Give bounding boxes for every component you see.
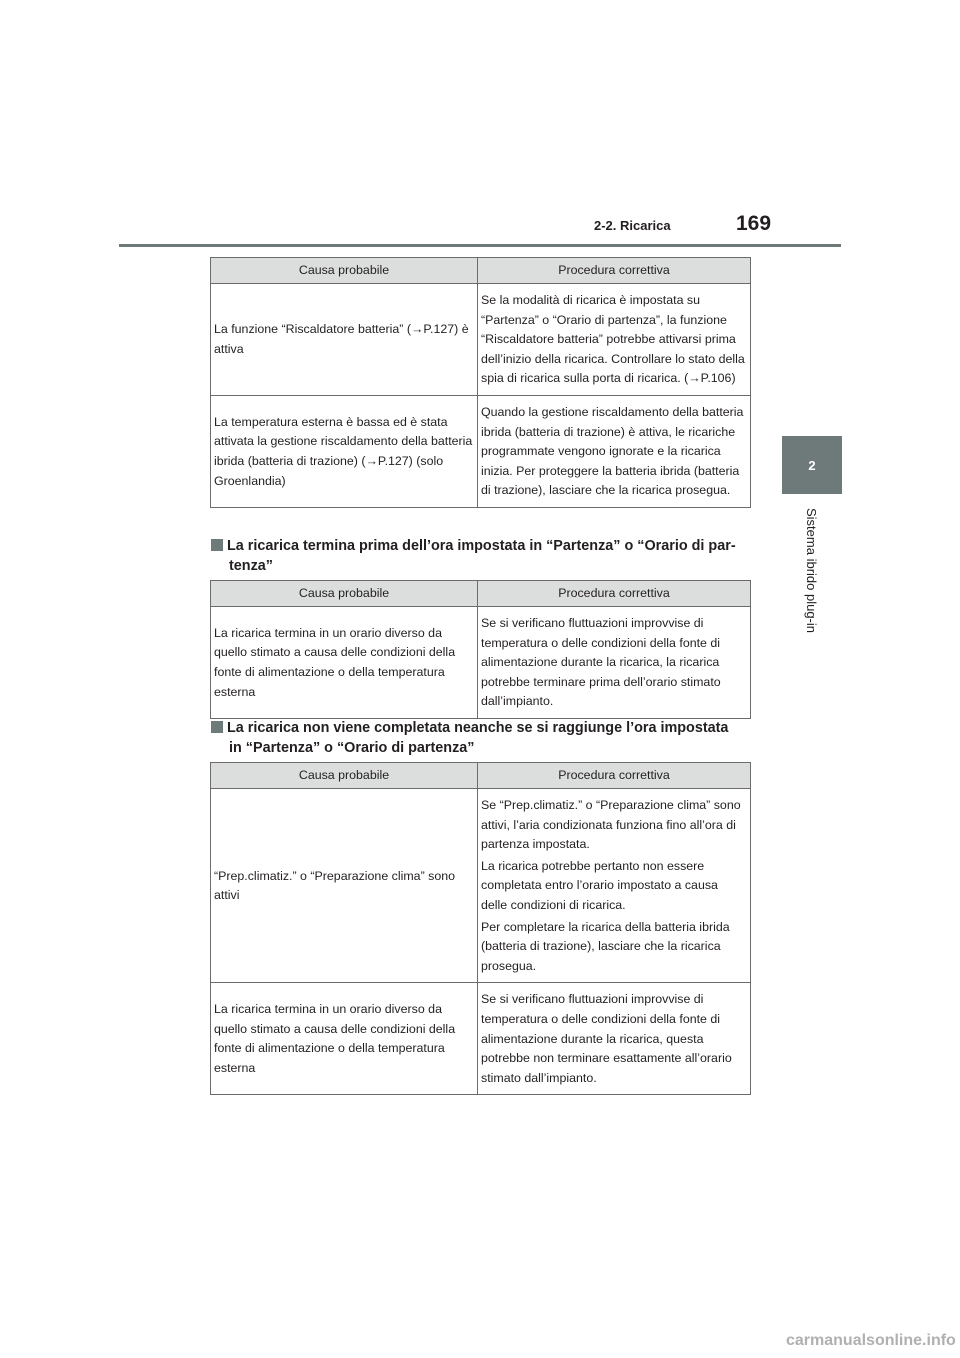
cell-cause — [211, 284, 478, 396]
cell-paragraph: La ricarica potrebbe pertanto non essere completata entro l’orario impostato a causa delle condizioni di ricarica. — [481, 858, 718, 912]
chapter-tab-label: Sistema ibrido plug-in — [804, 508, 819, 634]
header-procedure: Procedura correttiva — [478, 581, 751, 607]
chapter-number: 2 — [808, 457, 816, 473]
cell-paragraph: Per completare la ricarica della batteria ibrida (batteria di trazione), lasciare che la ricarica prosegua. — [481, 919, 730, 973]
cell-procedure — [478, 395, 751, 507]
cell-cause — [211, 789, 478, 983]
table-row — [211, 789, 751, 983]
cell-paragraph: Se “Prep.climatiz.” o “Preparazione clima” sono attivi, l’aria condizionata funziona fino all’ora di partenza impostata. — [481, 798, 741, 852]
page-number: 169 — [736, 212, 772, 235]
header-divider — [119, 244, 841, 247]
table-row — [211, 284, 751, 396]
section-heading-early-end: La ricarica termina prima dell’ora impostata in “Partenza” o “Orario di par- tenza” — [211, 536, 756, 576]
cell-procedure — [478, 607, 751, 719]
section-title: 2-2. Ricarica — [594, 218, 671, 233]
cell-procedure — [478, 284, 751, 396]
table-header-row — [211, 763, 751, 789]
cell-paragraph: Se la modalità di ricarica è impostata su “Partenza” o “Orario di partenza”, la funzione “Riscaldatore batteria” potrebbe attivarsi prima dell’inizio della ricarica. Controllare lo stato della spia di ricarica sulla porta di ricarica. (→P.106) — [481, 293, 745, 386]
header-procedure: Procedura correttiva — [478, 258, 751, 284]
chapter-tab[interactable] — [782, 436, 842, 494]
table-charging-start — [210, 257, 751, 508]
table-header-row — [211, 258, 751, 284]
header-cause: Causa probabile — [211, 763, 478, 789]
square-bullet-icon — [211, 539, 223, 551]
cell-procedure — [478, 789, 751, 983]
section-heading-not-completed: La ricarica non viene completata neanche se si raggiunge l’ora impostata in “Partenza” o “Orario di partenza” — [211, 718, 756, 758]
cell-paragraph: La ricarica termina in un orario diverso da quello stimato a causa delle condizioni della fonte di alimentazione o della temperatura esterna — [214, 625, 456, 699]
cell-paragraph: Se si verificano fluttuazioni improvvise di temperatura o delle condizioni della fonte di alimentazione durante la ricarica, questa potrebbe non terminare esattamente all’orario stimato dall’impianto. — [481, 992, 732, 1085]
cell-paragraph: La temperatura esterna è bassa ed è stata attivata la gestione riscaldamento della batteria ibrida (batteria di trazione) (→P.127) (solo Groenlandia) — [214, 414, 473, 488]
table-row — [211, 607, 751, 719]
square-bullet-icon — [211, 721, 223, 733]
cell-paragraph: “Prep.climatiz.” o “Preparazione clima” sono attivi — [214, 868, 456, 903]
table-header-row — [211, 581, 751, 607]
header-procedure: Procedura correttiva — [478, 763, 751, 789]
cell-cause — [211, 607, 478, 719]
watermark: carmanualsonline.info — [786, 1332, 956, 1349]
cell-paragraph: La ricarica termina in un orario diverso da quello stimato a causa delle condizioni della fonte di alimentazione o della temperatura esterna — [214, 1002, 456, 1075]
table-row — [211, 395, 751, 507]
cell-cause — [211, 395, 478, 507]
cell-cause — [211, 983, 478, 1095]
header-cause: Causa probabile — [211, 258, 478, 284]
table-early-end — [210, 580, 751, 719]
table-row — [211, 983, 751, 1095]
header-cause: Causa probabile — [211, 581, 478, 607]
cell-paragraph: La funzione “Riscaldatore batteria” (→P.127) è attiva — [214, 322, 469, 356]
cell-paragraph: Se si verificano fluttuazioni improvvise di temperatura o delle condizioni della fonte di alimentazione durante la ricarica, la ricarica potrebbe terminare prima dell’orario stimato dall’impianto. — [481, 616, 721, 709]
cell-procedure — [478, 983, 751, 1095]
table-not-completed — [210, 762, 751, 1095]
cell-paragraph: Quando la gestione riscaldamento della batteria ibrida (batteria di trazione) è attiva, le ricariche programmate vengono ignorate e la ricarica inizia. Per proteggere la batteria ibrida (batteria di trazione), lasciare che la ricarica prosegua. — [481, 404, 744, 498]
